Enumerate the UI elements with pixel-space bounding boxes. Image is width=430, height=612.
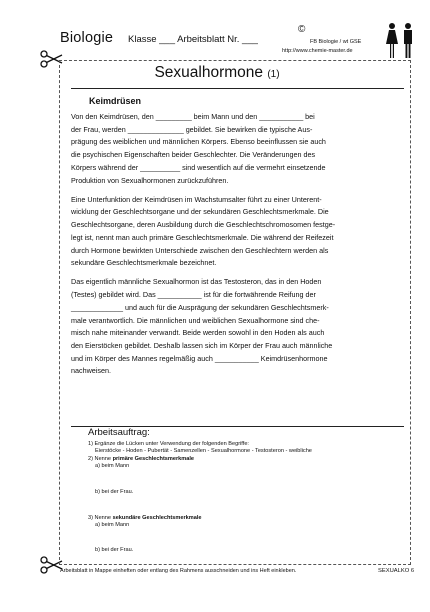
task-item-3-bold: sekundäre Geschlechtsmerkmale [112,515,202,521]
paragraph-1 [71,111,404,187]
text-line: Produktion von Sexualhormonen zurückzuführen. [71,175,229,185]
copyright-symbol: © [298,24,306,35]
sheet-code: SEXUALKO 6 [378,568,415,574]
title-divider [71,88,404,89]
text-line: und im Körper des Mannes regelmäßig auch ___________ Keimdrüsenhormone [71,353,328,363]
text-line: wicklung der Geschlechtsorgane und der sekundären Geschlechtsmerkmale. Die [71,207,329,217]
text-line: legt ist, nennt man auch primäre Geschlechtsmerkmale. Die während der Reifezeit [71,232,334,242]
subject-title: Biologie [60,30,114,46]
text-line: Geschlechtsorgane, deren Ausbildung durch die Geschlechtschromosomen festge- [71,220,336,230]
worksheet-header [60,24,380,60]
text-line: Körpers während der __________ sind wesentlich auf die vermehrt einsetzende [71,162,326,172]
body-text [71,111,404,385]
text-line: prägung des weiblichen und männlichen Körpers. Ebenso beeinflussen sie auch [71,137,326,147]
text-line: misch nahe miteinander verwandt. Beide werden sowohl in den Hoden als auch [71,328,325,338]
credit-website: http://www.chemie-master.de [282,48,353,54]
task-item-3b: b) bei der Frau. [95,547,134,553]
section-heading: Keimdrüsen [89,96,142,106]
text-line: sekundäre Geschlechtsmerkmale bezeichnet. [71,258,217,268]
paragraph-3 [71,276,404,378]
text-line: _____________ und auch für die Ausprägung der sekundären Geschlechtsmerk- [71,302,329,312]
text-line: den Eierstöcken gebildet. Deshalb lassen sich im Körper der Frau auch männliche [71,340,333,350]
task-item-3-prefix: 3) Nenne [88,515,113,521]
text-line: Eine Unterfunktion der Keimdrüsen im Wachstumsalter führt zu einer Unterent- [71,194,322,204]
task-item-2b: b) bei der Frau. [95,489,134,495]
text-line: der Frau, werden ______________ gebildet. Sie bewirken die typische Aus- [71,124,313,134]
task-item-1: 1) Ergänze die Lücken unter Verwendung der folgenden Begriffe: [88,441,249,447]
text-line: male verantwortlich. Die männlichen und weiblichen Sexualhormone sind che- [71,315,320,325]
task-item-2a: a) beim Mann [95,463,130,469]
male-female-icon [384,22,416,62]
page-title [95,64,339,82]
text-line: Von den Keimdrüsen, den _________ beim Mann und den ___________ bei [71,112,315,121]
title-number: (1) [267,69,280,80]
text-line: Das eigentlich männliche Sexualhormon ist das Testosteron, das in den Hoden [71,277,322,287]
task-item-2-prefix: 2) Nenne [88,456,113,462]
class-sheet-fields: Klasse ___ Arbeitsblatt Nr. ___ [128,34,258,45]
task-item-3a: a) beim Mann [95,522,130,528]
title-text: Sexualhormone [154,64,264,81]
text-line: nachweisen. [71,366,111,376]
footer-note: Arbeitsblatt in Mappe einheften oder entlang des Rahmens ausschneiden und ins Heft einkleben. [60,568,297,574]
credit-department: FB Biologie / wt GSE [310,39,362,45]
text-line: die psychischen Eigenschaften beider Geschlechter. Die Veränderungen des [71,150,316,160]
task-item-2-bold: primäre Geschlechtsmerkmale [112,456,195,462]
task-item-1-terms: Eierstöcke - Hoden - Pubertät - Samenzellen - Sexualhormone - Testosteron - weibliche [95,448,312,454]
paragraph-2 [71,194,404,270]
text-line: durch Hormone bewirkten Unterschiede zwischen den Geschlechtern werden als [71,245,329,255]
text-line: (Testes) gebildet wird. Das ___________ ist für die fortwährende Reifung der [71,290,316,300]
task-heading: Arbeitsauftrag: [88,427,150,438]
